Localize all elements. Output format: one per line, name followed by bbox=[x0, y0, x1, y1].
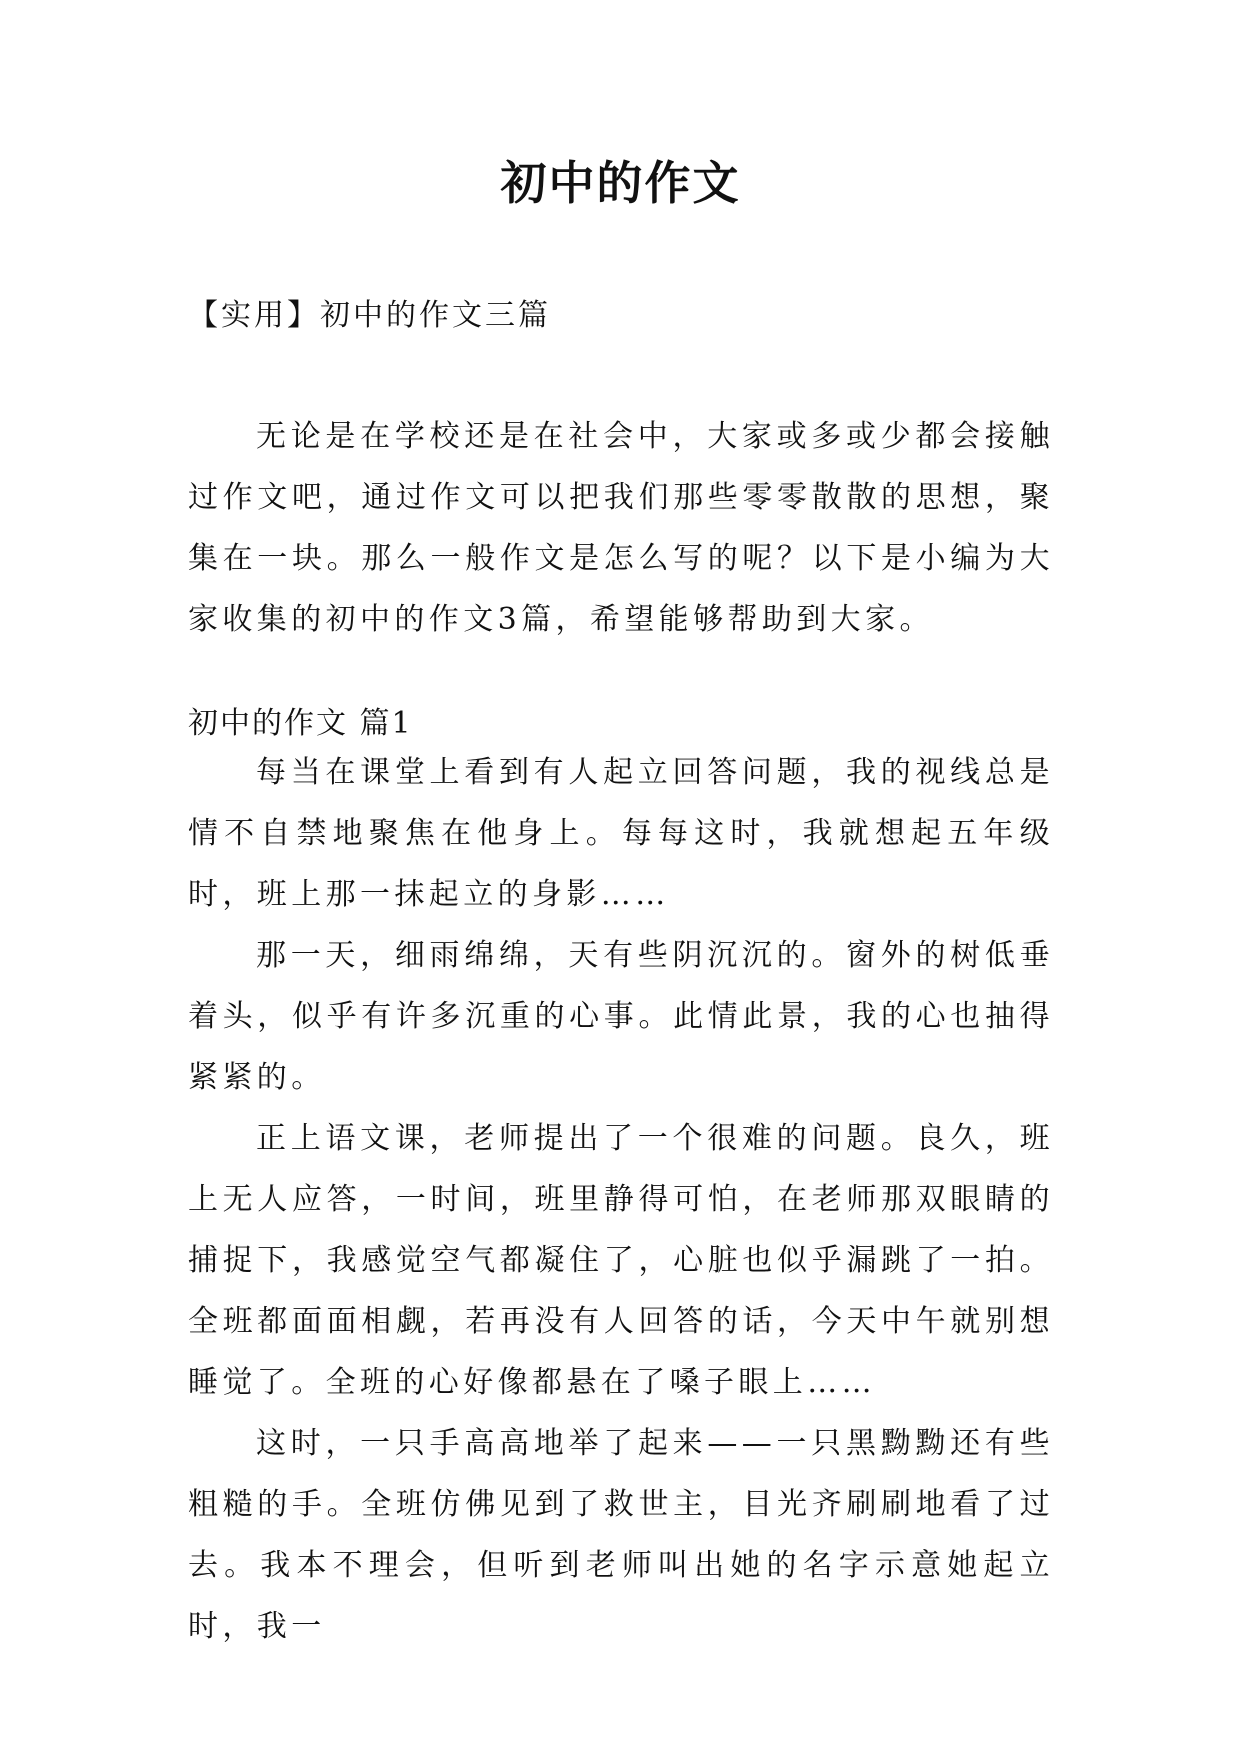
essay-paragraph: 每当在课堂上看到有人起立回答问题，我的视线总是情不自禁地聚焦在他身上。每每这时，我就想起五年级时，班上那一抹起立的身影…… bbox=[188, 755, 1054, 912]
essay-paragraph: 那一天，细雨绵绵，天有些阴沉沉的。窗外的树低垂着头，似乎有许多沉重的心事。此情此景，我的心也抽得紧紧的。 bbox=[188, 938, 1054, 1095]
document-title: 初中的作文 bbox=[500, 156, 741, 210]
intro-paragraph: 无论是在学校还是在社会中，大家或多或少都会接触过作文吧，通过作文可以把我们那些零零散散的思想，聚集在一块。那么一般作文是怎么写的呢？以下是小编为大家收集的初中的作文3篇，希望能够帮助到大家。 bbox=[188, 419, 1054, 637]
essay-paragraph: 正上语文课，老师提出了一个很难的问题。良久，班上无人应答，一时间，班里静得可怕，在老师那双眼睛的捕捉下，我感觉空气都凝住了，心脏也似乎漏跳了一拍。全班都面面相觑，若再没有人回答的话，今天中午就别想睡觉了。全班的心好像都悬在了嗓子眼上…… bbox=[188, 1121, 1054, 1400]
document-subtitle: 【实用】初中的作文三篇 bbox=[188, 298, 551, 333]
intro-block bbox=[188, 406, 1054, 650]
essay-paragraph: 这时，一只手高高地举了起来——一只黑黝黝还有些粗糙的手。全班仿佛见到了救世主，目光齐刷刷地看了过去。我本不理会，但听到老师叫出她的名字示意她起立时，我一 bbox=[188, 1426, 1054, 1644]
essay-body bbox=[188, 742, 1054, 1657]
section-heading: 初中的作文 篇1 bbox=[188, 706, 413, 741]
